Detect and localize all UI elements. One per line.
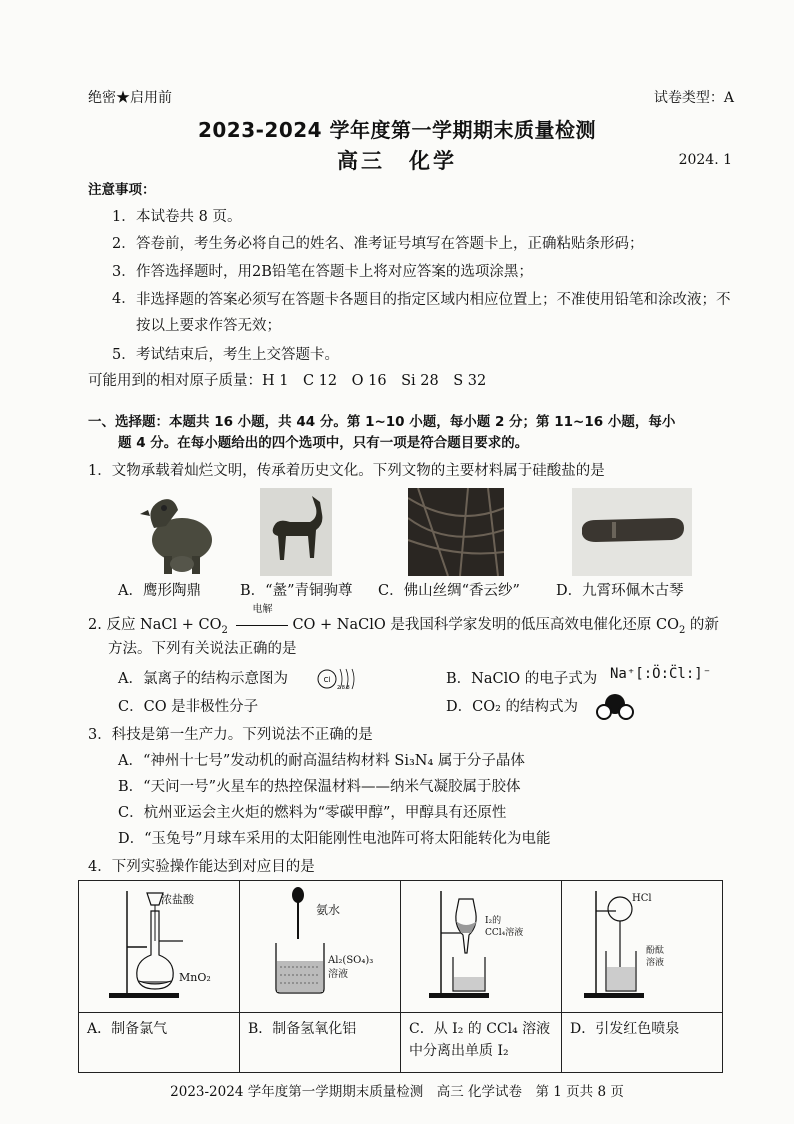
q1-images [120,488,720,578]
q4-option-c: C．从 I₂ 的 CCl₄ 溶液中分离出单质 I₂ [401,1013,562,1073]
q2-stem-line2: 方法。下列有关说法正确的是 [108,641,297,657]
label-ccl4: CCl₄溶液 [485,928,524,938]
chlorine-apparatus-icon [79,881,239,1005]
exam-date: 2024. 1 [678,152,732,168]
label-mno2: MnO₂ [179,971,211,984]
q1-option-b: B．“盠”青铜驹尊 [240,583,353,599]
q1-option-a: A．鹰形陶鼎 [118,583,201,599]
apparatus-a [79,881,240,1013]
exam-title: 2023-2024 学年度第一学期期末质量检测 [197,118,597,142]
confidential-mark: 绝密★启用前 [88,90,172,106]
label-conc-hcl: 浓盐酸 [161,893,194,906]
q4-option-d: D．引发红色喷泉 [562,1013,723,1073]
label-i2: I₂的 [485,916,502,926]
paper-type: 试卷类型：A [653,90,734,106]
notice-item: 4． 非选择题的答案必须写在答题卡各题目的指定区域内相应位置上；不准使用铅笔和涂改液；不按以上要求作答无效； [112,291,731,334]
chloride-structure-icon [316,666,358,692]
exam-subtitle: 高三 化学 [337,149,457,173]
q2-option-a: A．氯离子的结构示意图为 [118,671,288,687]
q4-stem: 4．下列实验操作能达到对应目的是 [88,859,315,875]
q2-stem: 2. 反应 NaCl + $CO_2$ 电解 CO + NaClO 是我国科学家发明的低压高效电催化还原 $CO_2$ 的新 [88,604,719,636]
co2-model-icon [594,692,636,722]
q1-stem: 1．文物承载着灿烂文明，传承着历史文化。下列文物的主要材料属于硅酸盐的是 [88,463,605,479]
label-solution: 溶液 [328,969,348,980]
svg-text:2 8 8: 2 8 8 [337,685,350,691]
q2-option-d: D．CO₂ 的结构式为 [446,699,579,715]
q4-option-b: B．制备氢氧化铝 [240,1013,401,1073]
atomic-masses: 可能用到的相对原子质量：H 1 C 12 O 16 Si 28 S 32 [88,373,487,389]
svg-text:Cl: Cl [323,676,331,684]
bronze-horse-image [260,488,332,576]
q4-option-a: A．制备氯气 [79,1013,240,1073]
apparatus-d [562,881,723,1013]
q3-option-a: A．“神州十七号”发动机的耐高温结构材料 Si₃N₄ 属于分子晶体 [118,753,525,769]
q2-option-b: B．NaClO 的电子式为 [446,671,598,687]
q1-option-c: C．佛山丝绸“香云纱” [378,583,520,599]
label-ammonia: 氨水 [316,903,341,917]
label-al2so43: Al₂(SO₄)₃ [328,955,374,966]
q3-stem: 3．科技是第一生产力。下列说法不正确的是 [88,727,373,743]
naclo-electron-formula: Na⁺[:Ö:C̈l:]⁻ [610,666,712,682]
ammonia-beaker-icon [240,881,400,1005]
notice-list [112,206,742,372]
apparatus-c [401,881,562,1013]
label-hcl: HCl [632,893,652,904]
page-footer: 2023-2024 学年度第一学期期末质量检测 高三 化学试卷 第 1 页共 8 页 [170,1084,624,1100]
q3-option-b: B．“天问一号”火星车的热控保温材料——纳米气凝胶属于胶体 [118,779,521,795]
q3-option-d: D．“玉兔号”月球车采用的太阳能刚性电池阵可将太阳能转化为电能 [118,831,551,847]
apparatus-b [240,881,401,1013]
notice-item: 1． 本试卷共 8 页。 [112,209,242,225]
notice-item: 2． 答卷前，考生务必将自己的姓名、准考证号填写在答题卡上，正确粘贴条形码； [112,236,644,253]
q3-option-c: C．杭州亚运会主火炬的燃料为“零碳甲醇”，甲醇具有还原性 [118,805,507,821]
section-heading: 一、选择题：本题共 16 小题，共 44 分。第 1~10 小题，每小题 2 分；第 11~16 小题，每小 题 4 分。在每小题给出的四个选项中，只有一项是符合题目要求的。 [88,414,676,451]
label-phenolphthalein: 酚酞 [646,946,665,956]
notice-item: 5． 考试结束后，考生上交答题卡。 [112,347,339,364]
label-solution-d: 溶液 [646,958,665,968]
q4-table [78,880,723,1073]
guqin-image [572,488,692,576]
q1-option-d: D．九霄环佩木古琴 [556,583,684,599]
eagle-pottery-image [134,488,222,576]
silk-image [408,488,504,576]
q2-option-c: C．CO 是非极性分子 [118,699,259,715]
notice-item: 3． 作答选择题时，用2B铅笔在答题卡上将对应答案的选项涂黑； [112,263,533,280]
electrolysis-label: 电解 [252,604,273,615]
separation-funnel-icon [401,881,561,1005]
notice-heading: 注意事项： [88,182,156,198]
